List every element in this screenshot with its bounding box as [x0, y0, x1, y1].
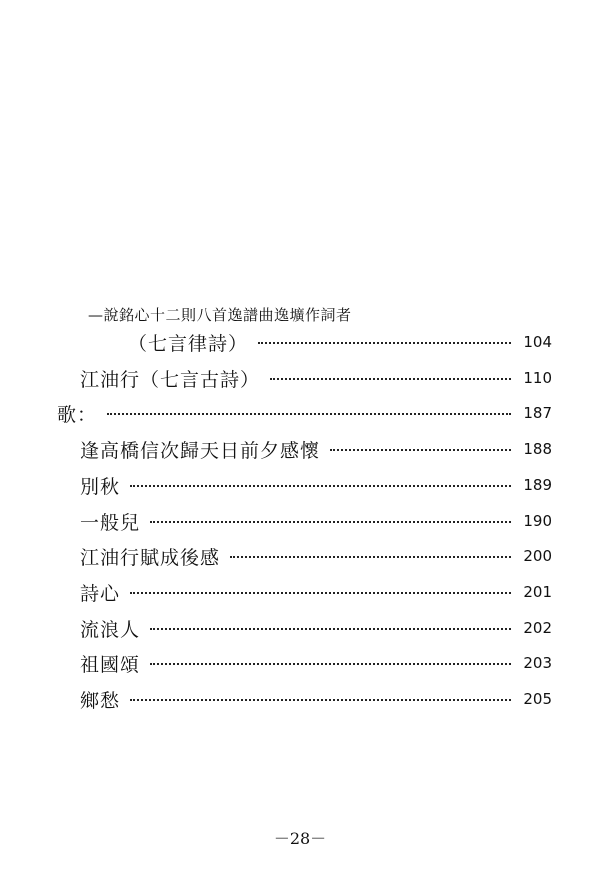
dot-leader — [130, 699, 511, 701]
toc-row — [80, 579, 552, 605]
toc-entry-title: 鄉愁 — [80, 689, 121, 712]
toc-page-number: 202 — [523, 619, 552, 637]
toc-row — [80, 686, 552, 712]
toc-entry-title: 江油行賦成後感 — [80, 546, 221, 569]
toc-row — [80, 365, 552, 391]
toc-row — [80, 650, 552, 676]
dot-leader — [270, 378, 511, 380]
dot-leader — [150, 521, 511, 523]
dot-leader — [330, 449, 511, 451]
toc-page-number: 201 — [523, 583, 552, 601]
toc-entry-title: 歌： — [57, 403, 98, 426]
subtitle-line: —說銘心十二則八首逸譜曲逸壙作詞者 — [88, 306, 352, 324]
toc-page-number: 188 — [523, 440, 552, 458]
toc-page-number: 104 — [523, 333, 552, 351]
dot-leader — [107, 413, 511, 415]
dot-leader — [258, 342, 511, 344]
page-number-footer: －28－ — [273, 829, 327, 848]
toc-row — [80, 472, 552, 498]
toc-entry-title: 一般兒 — [80, 511, 141, 534]
dot-leader — [230, 556, 511, 558]
toc-page-number: 187 — [523, 404, 552, 422]
dot-leader — [150, 663, 511, 665]
toc-entry-title: （七言律詩） — [128, 332, 249, 355]
dot-leader — [150, 628, 511, 630]
toc-page-number: 203 — [523, 654, 552, 672]
toc-entry-title: 流浪人 — [80, 618, 141, 641]
toc-row — [128, 329, 552, 355]
toc-page-number: 190 — [523, 512, 552, 530]
toc-page-number: 110 — [523, 369, 552, 387]
toc-entry-title: 江油行（七言古詩） — [80, 368, 261, 391]
toc-row — [57, 400, 552, 426]
toc-entry-title: 祖國頌 — [80, 653, 141, 676]
toc-row — [80, 543, 552, 569]
toc-row — [80, 615, 552, 641]
toc-page-number: 205 — [523, 690, 552, 708]
toc-entry-title: 詩心 — [80, 582, 121, 605]
toc-entry-title: 別秋 — [80, 475, 121, 498]
toc-page-number: 189 — [523, 476, 552, 494]
toc-row — [80, 508, 552, 534]
dot-leader — [130, 592, 511, 594]
toc-page-number: 200 — [523, 547, 552, 565]
toc-row — [80, 436, 552, 462]
toc-entry-title: 逢高橋信次歸天日前夕感懷 — [80, 439, 321, 462]
dot-leader — [130, 485, 511, 487]
